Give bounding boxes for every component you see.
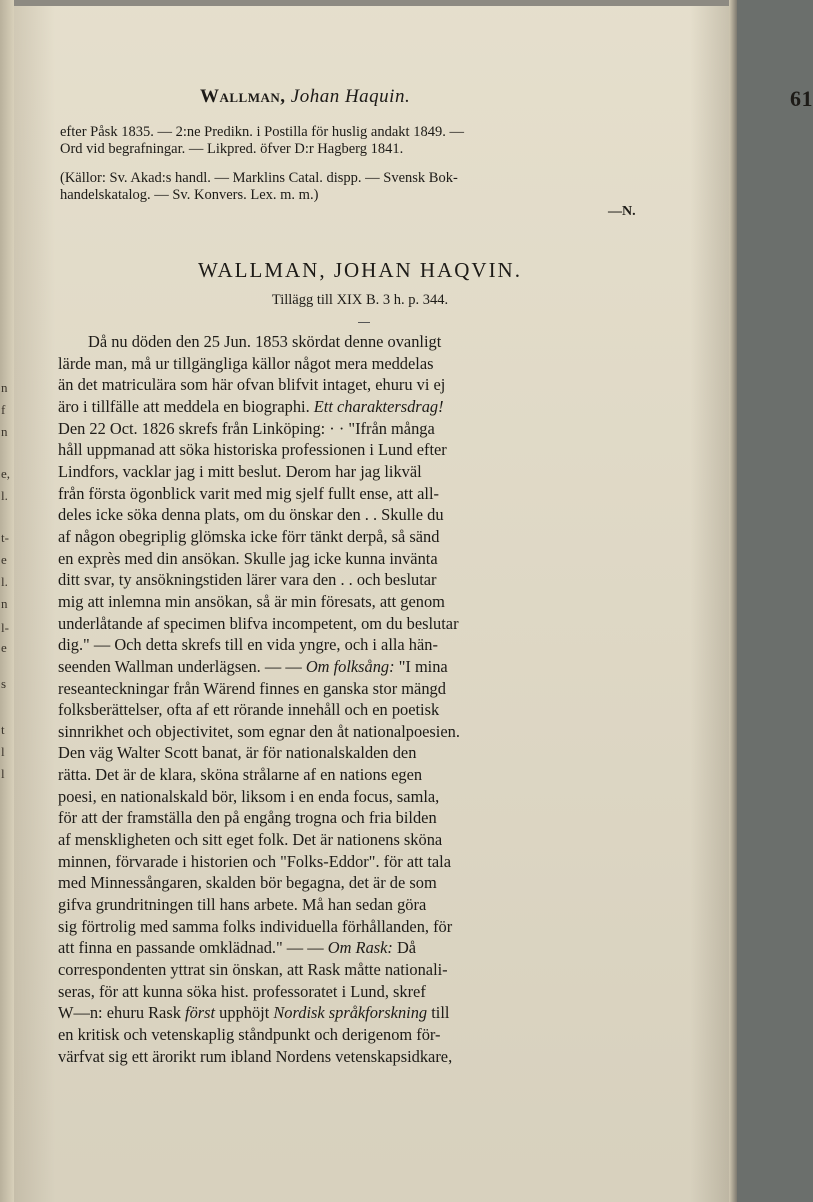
preceding-entry-line: Ord vid begrafningar. — Likpred. öfver D:r Hagberg 1841. — [60, 141, 404, 157]
margin-fragment: e — [1, 552, 7, 567]
article-subtitle: Tillägg till XIX B. 3 h. p. 344. — [271, 292, 449, 308]
text-run: äro i tillfälle att meddela en biographi. — [58, 396, 314, 416]
sources-line: (Källor: Sv. Akad:s handl. — Marklins Catal. dispp. — Svensk Bok- — [60, 170, 458, 186]
text-run: dig." — Och detta skrefs till en vida yngre, och i alla hän- — [58, 635, 438, 655]
article-body-line — [58, 591, 668, 613]
text-run: minnen, förvarade i historien och "Folks-Eddor". för att tala — [58, 851, 451, 871]
text-run: underlåtande af specimen blifva incompetent, om du beslutar — [58, 613, 459, 633]
margin-fragment: l — [1, 744, 5, 759]
text-run: lärde man, må ur tillgängliga källor något mera meddelas — [58, 353, 434, 373]
text-run: seras, för att kunna söka hist. professoratet i Lund, skref — [58, 981, 426, 1001]
article-body-line — [58, 872, 668, 894]
article-body-line — [58, 981, 668, 1003]
margin-fragment: l. — [1, 574, 8, 589]
margin-fragment: t- — [1, 530, 9, 545]
italic-run: Ett charaktersdrag! — [313, 396, 444, 416]
author-signature: —N. — [608, 204, 636, 219]
text-run: till — [427, 1003, 450, 1023]
text-run: Då nu döden den 25 Jun. 1853 skördat denne ovanligt — [88, 332, 442, 351]
text-run: för att der framställa den på engång trogna och fria bilden — [58, 808, 437, 828]
article-body-line — [58, 807, 668, 829]
article-body-line — [58, 721, 668, 743]
margin-fragment: f — [1, 402, 6, 417]
margin-fragment: l — [1, 766, 5, 781]
text-run: deles icke söka denna plats, om du önskar den . . Skulle du — [58, 505, 444, 525]
margin-fragment: n — [1, 424, 8, 439]
article-body-line — [58, 1024, 668, 1046]
running-head — [200, 86, 813, 116]
article-body-line — [58, 959, 668, 981]
preceding-entry-sources — [60, 170, 660, 204]
article-body-line — [58, 526, 668, 548]
article-body-line — [58, 937, 668, 959]
article-body-line — [58, 1046, 668, 1068]
text-run: Den 22 Oct. 1826 skrefs från Linköping: · · "Ifrån många — [58, 418, 435, 438]
margin-fragment: n — [1, 380, 8, 395]
margin-fragment: t — [1, 722, 5, 737]
article-body-line — [58, 418, 668, 440]
text-run: Lindfors, vacklar jag i mitt beslut. Derom har jag likväl — [58, 461, 422, 481]
italic-run: Om Rask: — [327, 938, 393, 958]
article-body-line — [58, 439, 668, 461]
article-body-line — [58, 396, 668, 418]
facing-page-margin — [0, 0, 14, 1202]
article-body-line — [58, 829, 668, 851]
text-run: rätta. Det är de klara, sköna strålarne af en nations egen — [58, 765, 423, 785]
article-body — [58, 331, 668, 1067]
text-run: Då — [392, 938, 417, 958]
text-run: mig att inlemna min ansökan, så är min föresats, att genom — [58, 591, 445, 611]
text-run: från första ögonblick varit med mig sjelf fullt ense, att all- — [58, 483, 439, 503]
text-run: än det matriculära som här ofvan blifvit intaget, ehuru vi ej — [58, 375, 446, 395]
article-body-line — [58, 786, 668, 808]
italic-run: Om folksång: — [305, 656, 395, 676]
text-run: poesi, en nationalskald bör, liksom i en enda focus, samla, — [58, 786, 440, 806]
italic-run: först — [185, 1003, 216, 1023]
article-body-line — [58, 613, 668, 635]
sources-line: handelskatalog. — Sv. Konvers. Lex. m. m.) — [60, 187, 319, 203]
article-body-line — [58, 331, 668, 353]
italic-run: Nordisk språkforskning — [273, 1003, 428, 1023]
text-run: att finna en passande omklädnad." — — — [58, 938, 328, 958]
article-body-line — [58, 1002, 668, 1024]
article-body-line — [58, 894, 668, 916]
article-body-line — [58, 851, 668, 873]
page-top-edge — [0, 0, 737, 6]
text-run: en exprès med din ansökan. Skulle jag icke kunna invänta — [58, 548, 438, 568]
text-run: folksberättelser, ofta af ett rörande innehåll och en poetisk — [58, 700, 440, 720]
text-run: gifva grundritningen till hans arbete. Må han sedan göra — [58, 895, 427, 915]
text-run: Den väg Walter Scott banat, är för nationalskalden den — [58, 743, 417, 763]
running-head-surname: Wallman, — [200, 86, 286, 107]
page-number: 61 — [790, 86, 813, 111]
text-run: en kritisk och vetenskaplig ståndpunkt och derigenom för- — [58, 1025, 441, 1044]
text-run: seenden Wallman underlägsen. — — — [58, 656, 306, 676]
text-run: W—n: ehuru Rask — [58, 1003, 186, 1023]
text-run: med Minnessångaren, skalden bör begagna, det är de som — [58, 873, 437, 893]
article-body-line — [58, 504, 668, 526]
title-rule — [358, 322, 370, 323]
article-body-line — [58, 634, 668, 656]
text-run: af menskligheten och sitt eget folk. Det är nationens sköna — [58, 830, 443, 850]
article-title: WALLMAN, JOHAN HAQVIN. — [198, 258, 522, 282]
article-body-line — [58, 461, 668, 483]
margin-fragment: e — [1, 640, 7, 655]
text-run: reseanteckningar från Wärend finnes en ganska stor mängd — [58, 678, 446, 698]
article-body-line — [58, 764, 668, 786]
article-body-line — [58, 483, 668, 505]
article-body-line — [58, 742, 668, 764]
margin-fragment: l. — [1, 488, 8, 503]
margin-fragment: n — [1, 596, 8, 611]
margin-fragment: l- — [1, 620, 9, 635]
article-body-line — [58, 569, 668, 591]
article-body-line — [58, 374, 668, 396]
text-run: värfvat sig ett ärorikt rum ibland Nordens vetenskapsidkare, — [58, 1046, 453, 1066]
article-body-line — [58, 353, 668, 375]
margin-fragment: s — [1, 676, 7, 691]
article-body-line — [58, 916, 668, 938]
text-run: correspondenten yttrat sin önskan, att Rask måtte nationali- — [58, 960, 448, 980]
article-body-line — [58, 548, 668, 570]
text-run: sinnrikhet och objectivitet, som egnar den åt nationalpoesien. — [58, 721, 460, 741]
article-body-line — [58, 678, 668, 700]
page-right-edge — [729, 0, 737, 1202]
preceding-entry-works — [60, 124, 660, 158]
text-run: "I mina — [394, 656, 448, 676]
text-run: ditt svar, ty ansökningstiden lärer vara den . . och beslutar — [58, 570, 437, 590]
article-body-line — [58, 699, 668, 721]
text-run: håll uppmanad att söka historiska professionen i Lund efter — [58, 440, 447, 460]
text-run: sig förtrolig med samma folks individuella förhållanden, för — [58, 916, 453, 936]
text-run: af någon obegriplig glömska icke förr tänkt derpå, så sänd — [58, 526, 440, 546]
running-head-given-names: Johan Haquin. — [290, 86, 411, 107]
article-body-line — [58, 656, 668, 678]
margin-fragment: e, — [1, 466, 11, 481]
preceding-entry-line: efter Påsk 1835. — 2:ne Predikn. i Postilla för huslig andakt 1849. — — [60, 124, 464, 140]
text-run: upphöjt — [215, 1003, 274, 1023]
